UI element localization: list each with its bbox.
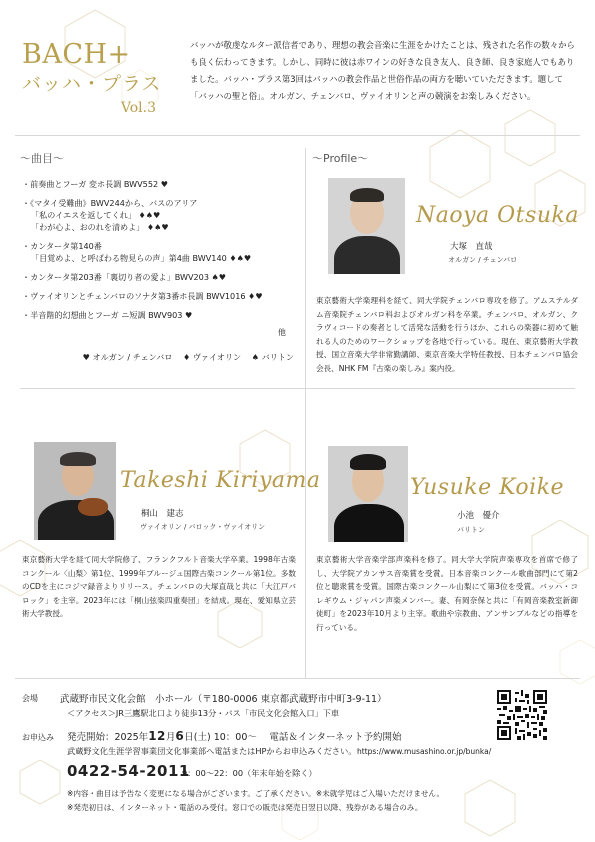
logo-subtitle: バッハ・プラス (22, 73, 162, 95)
program-item-title: ・カンタータ第203番「裏切り者の愛よ」BWV203 ♠♥ (22, 272, 227, 282)
sale-suffix: 日(土) 10：00〜 電話＆インターネット予約開始 (184, 732, 402, 743)
organizer-text: 武蔵野文化生涯学習事業団文化事業部へ電話またはHPからお申込みください。 (67, 746, 357, 756)
phone-number[interactable]: 0422-54-2011 (67, 762, 190, 780)
logo-title: BACH+ (22, 39, 131, 70)
note-text: ※内容・曲目は予告なく変更になる場合がございます。ご了承ください。※未就学児はご入場いただけません。 (67, 789, 445, 798)
profile-title: 〜Profile〜 (312, 152, 369, 165)
website-link[interactable]: https://www.musashino.or.jp/bunka/ (357, 747, 492, 756)
performer-name-en: Yusuke Koike (410, 475, 565, 500)
program-item-title: ・前奏曲とフーガ 変ホ長調 BWV552 ♥ (22, 179, 168, 189)
performer-bio: 東京藝術大学音楽学部声楽科を修了。同大学大学院声楽専攻を首席で修了し、大学院アカンサス音楽賞を受賞。日本音楽コンクール歌曲部門にて第2位と聴衆賞を受賞。国際古楽コンクール山梨にて第3位を受賞。バッハ・コレギウム・ジャパン声楽メンバー。妻、有岡奈保と共に「有岡音楽教室新御徒町」を2023年10月より主宰。歌曲や宗教曲、アンサンブルなどの指導を行っている。 (316, 555, 578, 632)
performer-bio: 東京藝術大学楽理科を経て、同大学院チェンバロ専攻を修了。アムステルダム音楽院チェンバロ科およびオルガン科を卒業。チェンバロ、オルガン、クラヴィコードの奏者として活発な活動を行うほか、これらの楽器に初めて触れる人のためのワークショップを各地で行っている。現在、東京藝術大学教授、国立音楽大学非常勤講師、東京音楽大学特任教授、日本チェンバロ協会会長、NHK FM『古楽の楽しみ』案内役。 (316, 296, 578, 373)
performer-role: ヴァイオリン / バロック・ヴァイオリン (140, 523, 266, 531)
performer-bio: 東京藝術大学を経て同大学院修了、フランクフルト音楽大学卒業。1998年古楽コンクール〈山梨〉第1位、1999年ブルージュ国際古楽コンクール第1位。多数のCDを主にコジマ録音よりリリース。チェンバロの大塚直哉と共に「大江戸バロック」を主宰。2023年には「桐山弦楽四重奏団」を結成。現在、愛知県立芸術大学教授。 (22, 555, 296, 619)
program-etc: 他 (277, 327, 286, 337)
program-list (22, 178, 294, 363)
program-item-title: ・《マタイ受難曲》BWV244から、バスのアリア (22, 198, 198, 208)
performer-role: バリトン (457, 526, 485, 534)
program-item (22, 271, 294, 283)
divider (20, 388, 575, 389)
program-item (22, 240, 294, 264)
program-item (22, 197, 294, 233)
program-item-sub: 「目覚めよ、と呼ばわる物見らの声」第4曲 BWV140 ♦♠♥ (31, 253, 252, 263)
program-title: 〜曲目〜 (20, 152, 64, 165)
divider (15, 135, 580, 136)
vertical-divider (305, 148, 306, 678)
logo-volume: Vol.3 (120, 100, 156, 116)
performer-photo-otsuka (328, 178, 405, 274)
qr-code-icon (497, 690, 547, 740)
program-item (22, 309, 294, 321)
program-item-title: ・カンタータ第140番 (22, 241, 102, 251)
program-item-title: ・半音階的幻想曲とフーガ ニ短調 BWV903 ♥ (22, 310, 193, 320)
performer-role: オルガン / チェンバロ (448, 256, 518, 264)
performer-name-jp: 小池 優介 (457, 511, 500, 521)
sale-start-text (67, 729, 402, 743)
program-item-sub: 「私のイエスを返してくれ」 ♦♠♥ (31, 210, 161, 220)
sale-mid: 月 (165, 732, 176, 743)
access-text: ＜アクセス＞JR三鷹駅北口より徒歩13分・バス「市民文化会館入口」下車 (67, 708, 340, 718)
performer-photo-kiriyama (34, 442, 116, 540)
performer-photo-koike (328, 446, 408, 542)
performer-name-en: Takeshi Kiriyama (120, 468, 321, 493)
performer-name-jp: 桐山 建志 (141, 509, 184, 519)
performer-name-jp: 大塚 直哉 (450, 242, 493, 252)
sale-prefix: 発売開始：2025年 (67, 732, 149, 743)
program-item (22, 290, 294, 302)
program-item (22, 178, 294, 190)
note-text: ※発売初日は、インターネット・電話のみ受付。窓口での販売は発売日翌日以降、残券がある場合のみ。 (67, 803, 423, 812)
event-logo (22, 40, 182, 117)
instrument-legend: ♥ オルガン / チェンバロ ♦ ヴァイオリン ♠ バリトン (82, 352, 294, 362)
performer-name-en: Naoya Otsuka (416, 203, 579, 228)
venue-text: 武蔵野市民文化会館 小ホール（〒180-0006 東京都武蔵野市中町3-9-11） (60, 694, 387, 705)
phone-hours: 9：00〜22：00（年末年始を除く） (182, 768, 317, 778)
program-item-title: ・ヴァイオリンとチェンバロのソナタ第3番ホ長調 BWV1016 ♦♥ (22, 291, 263, 301)
intro-text: バッハが敬虔なルター派信者であり、理想の教会音楽に生涯をかけたことは、残された名作の数々からも良く伝わってきます。しかし、同時に彼は赤ワインの好きな良き友人、良き師、良き家庭人でもありました。バッハ・プラス第3回はバッハの教会作品と世俗作品の両方を聴いていただきます。題して「バッハの聖と俗」。オルガン、チェンバロ、ヴァイオリンと声の競演をお楽しみください。 (190, 40, 575, 101)
sale-month: 12 (148, 729, 166, 743)
program-item-sub: 「わが心よ、おのれを清めよ」 ♦♠♥ (31, 222, 169, 232)
sale-day: 6 (175, 729, 185, 743)
divider (15, 678, 580, 679)
apply-label: お申込み (22, 733, 54, 742)
venue-label: 会場 (22, 694, 38, 703)
